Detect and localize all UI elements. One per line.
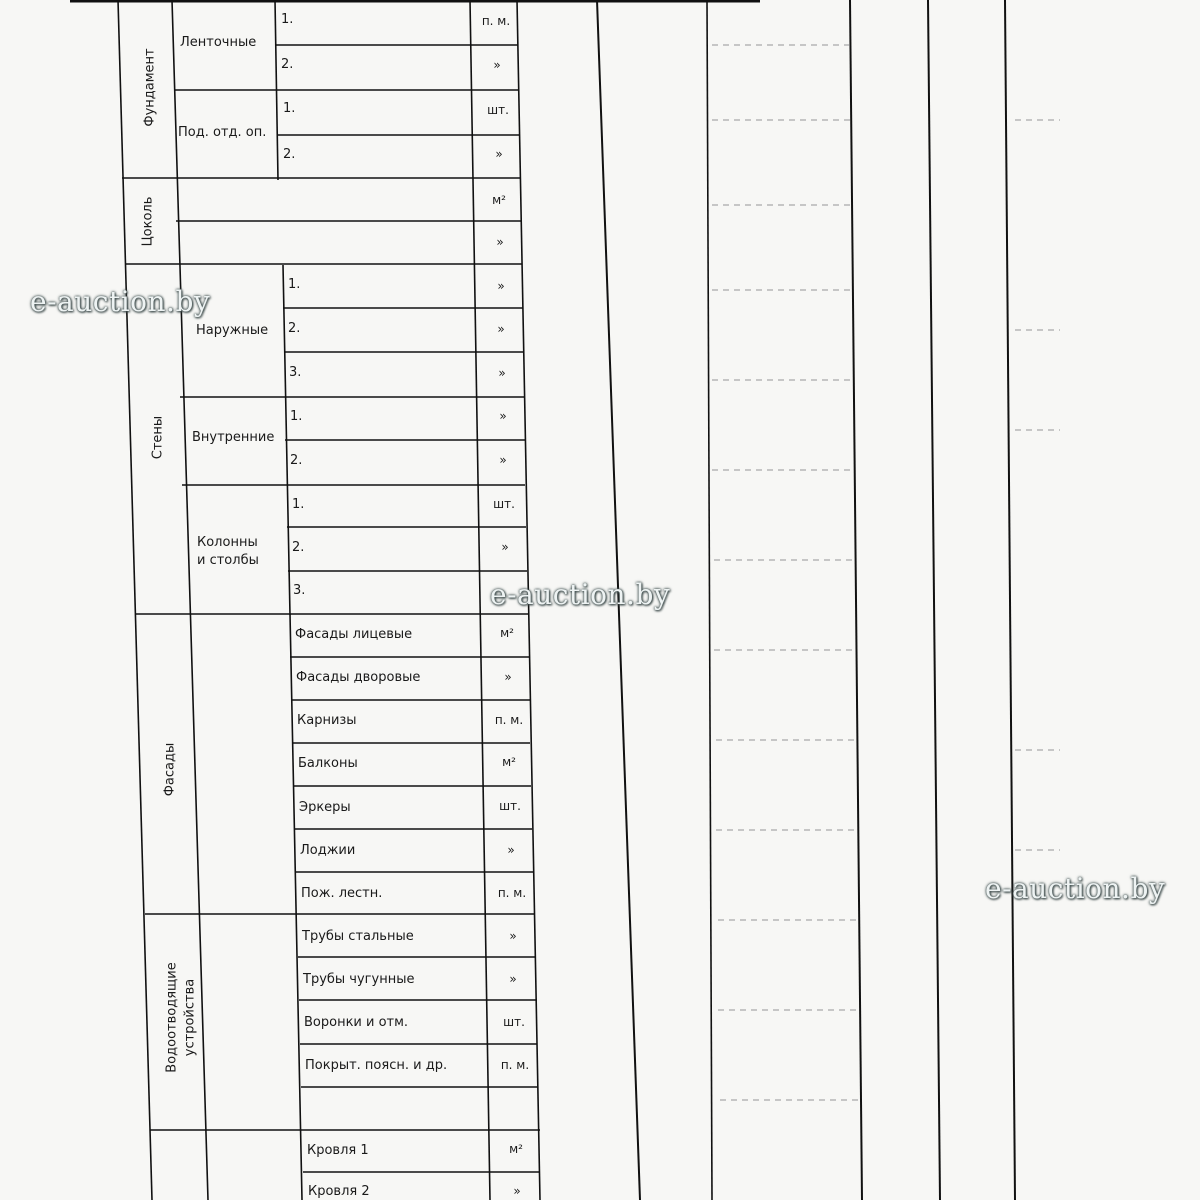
unit-cell: шт. <box>493 497 515 511</box>
unit-cell: » <box>499 453 507 467</box>
unit-cell: » <box>497 279 505 293</box>
subgroup-strip: Ленточные <box>180 35 257 50</box>
section-drainage-line1: Водоотводящие <box>164 962 180 1073</box>
row-number: 1. <box>292 497 305 512</box>
unit-cell: шт. <box>499 799 521 813</box>
row-number: 2. <box>283 147 296 162</box>
item-fire-stairs: Пож. лестн. <box>301 886 383 901</box>
unit-cell: » <box>507 843 515 857</box>
unit-cell: » <box>504 670 512 684</box>
unit-cell: » <box>497 322 505 336</box>
watermark: e-auction.by <box>490 578 671 611</box>
item-facades-yard: Фасады дворовые <box>296 670 421 685</box>
unit-cell: п. м. <box>494 713 524 727</box>
item-balconies: Балконы <box>298 756 358 771</box>
unit-cell: » <box>501 540 509 554</box>
unit-cell: п. м. <box>497 886 527 900</box>
item-steel-pipes: Трубы стальные <box>302 929 414 944</box>
row-number: 1. <box>290 409 303 424</box>
item-bay-windows: Эркеры <box>299 800 351 815</box>
item-roof-1: Кровля 1 <box>307 1143 369 1158</box>
row-number: 3. <box>293 583 306 598</box>
unit-cell: п. м. <box>481 14 511 28</box>
unit-cell: » <box>498 366 506 380</box>
section-drainage-line2: устройства <box>182 978 198 1057</box>
unit-cell: шт. <box>503 1015 525 1029</box>
unit-cell: п. м. <box>500 1058 530 1072</box>
unit-cell: » <box>493 58 501 72</box>
unit-cell: шт. <box>487 103 509 117</box>
unit-cell: м² <box>492 193 506 207</box>
section-plinth: Цоколь <box>140 196 156 247</box>
subgroup-external: Наружные <box>196 323 269 338</box>
unit-cell: » <box>513 1184 521 1198</box>
row-number: 2. <box>288 321 301 336</box>
unit-cell: » <box>495 147 503 161</box>
row-number: 2. <box>292 540 305 555</box>
watermark: e-auction.by <box>985 872 1166 905</box>
item-cornices: Карнизы <box>297 713 357 728</box>
unit-cell: м² <box>509 1142 523 1156</box>
row-number: 2. <box>290 453 303 468</box>
row-number: 1. <box>283 101 296 116</box>
row-number: 2. <box>281 57 294 72</box>
subgroup-separate-supports: Под. отд. оп. <box>178 125 267 140</box>
item-belt-coverings: Покрыт. поясн. и др. <box>305 1058 448 1073</box>
unit-cell: » <box>509 929 517 943</box>
item-cast-iron-pipes: Трубы чугунные <box>303 972 415 987</box>
item-roof-2: Кровля 2 <box>308 1184 370 1199</box>
row-number: 1. <box>281 12 294 27</box>
subgroup-columns-line2: и столбы <box>197 553 259 568</box>
unit-cell: » <box>496 235 504 249</box>
subgroup-internal: Внутренние <box>192 430 275 445</box>
section-foundation: Фундамент <box>142 48 158 127</box>
item-funnels: Воронки и отм. <box>304 1015 409 1030</box>
item-facades-front: Фасады лицевые <box>295 627 413 642</box>
unit-cell: м² <box>500 626 514 640</box>
section-walls: Стены <box>150 415 166 460</box>
row-number: 1. <box>288 277 301 292</box>
row-number: 3. <box>289 365 302 380</box>
section-facades: Фасады <box>162 742 178 797</box>
item-loggias: Лоджии <box>300 843 356 858</box>
unit-cell: м² <box>502 755 516 769</box>
watermark: e-auction.by <box>30 285 211 318</box>
unit-cell: » <box>509 972 517 986</box>
subgroup-columns-line1: Колонны <box>197 535 258 550</box>
unit-cell: » <box>499 409 507 423</box>
